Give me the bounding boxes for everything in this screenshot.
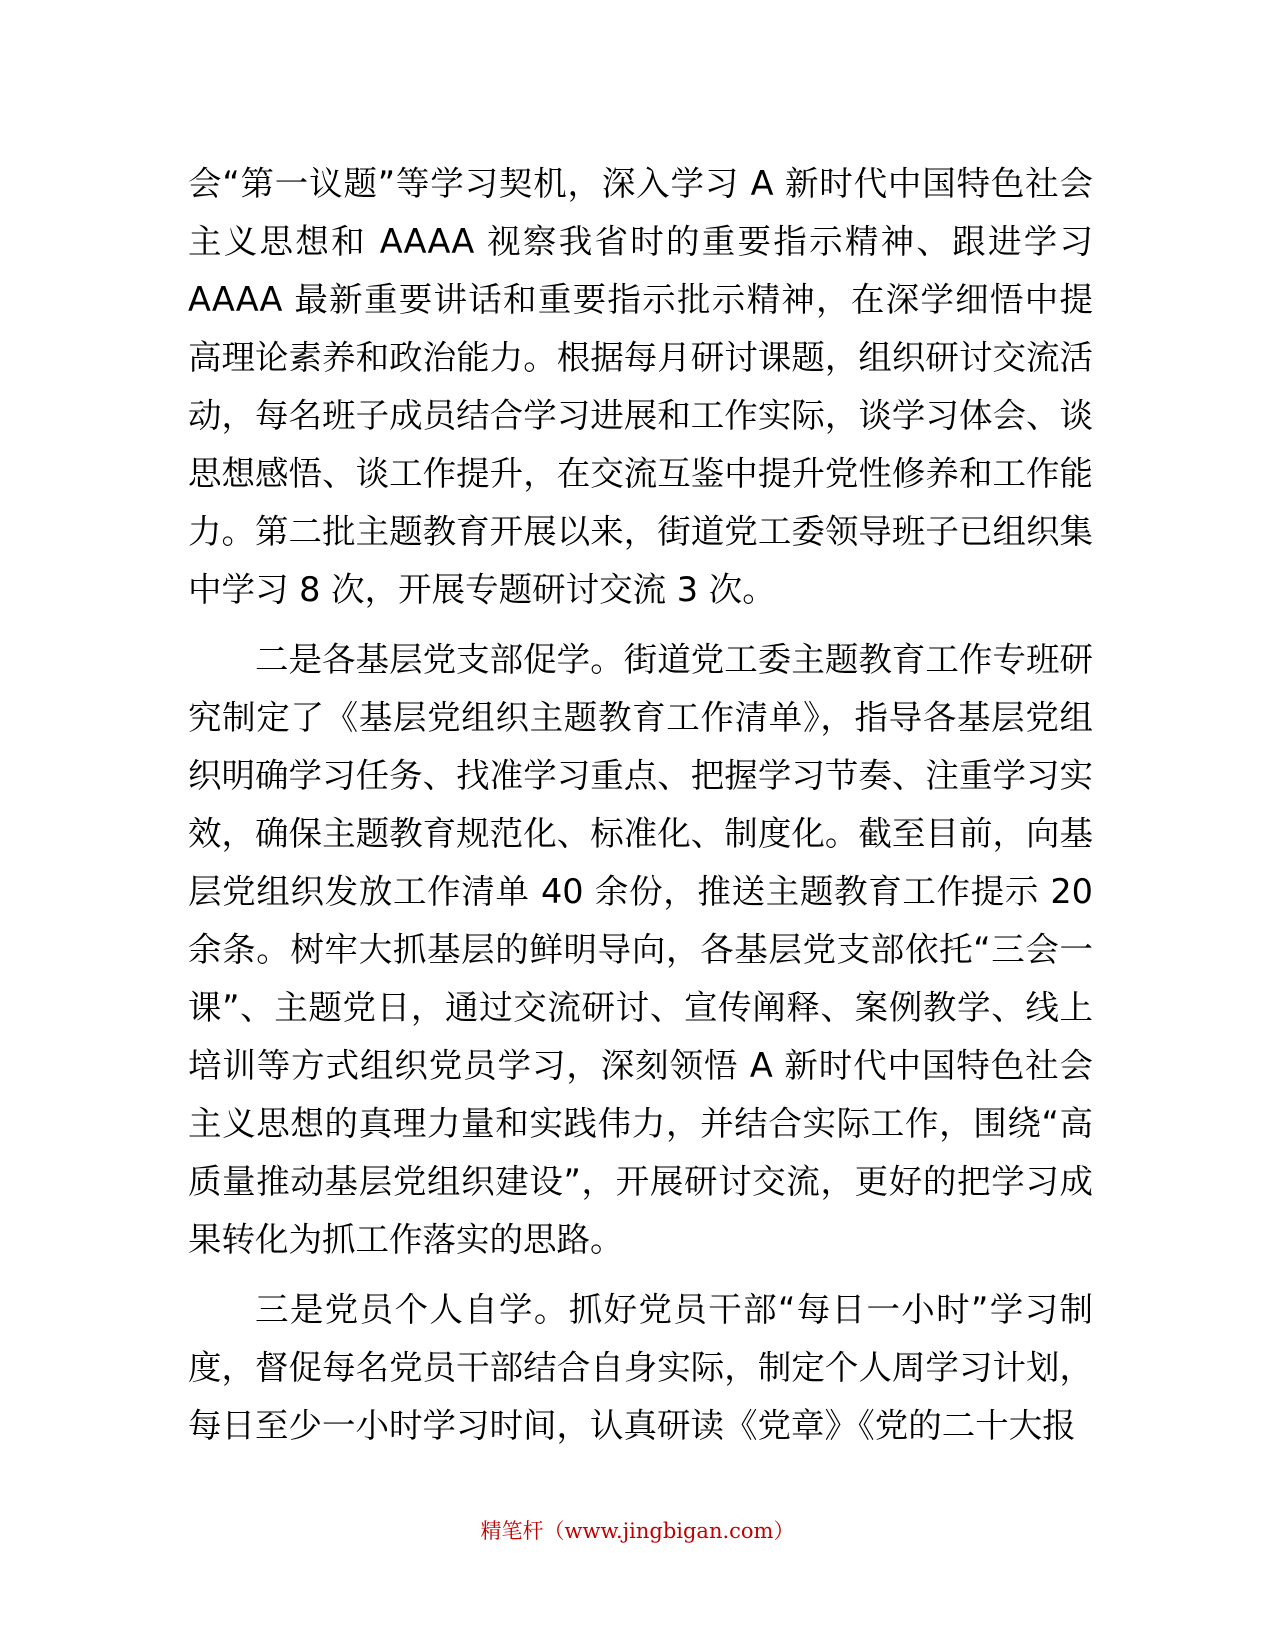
document-body bbox=[188, 155, 1093, 1467]
paragraph-basic-party-branches: 二是各基层党支部促学。街道党工委主题教育工作专班研究制定了《基层党组织主题教育工作清单》，指导各基层党组织明确学习任务、找准学习重点、把握学习节奏、注重学习实效，确保主题教育规范化、标准化、制度化。截至目前，向基层党组织发放工作清单 40 余份，推送主题教育工作提示 20 余条。树牢大抓基层的鲜明导向，各基层党支部依托“三会一课”、主题党日，通过交流研讨、宣传阐释、案例教学、线上培训等方式组织党员学习，深刻领悟 A 新时代中国特色社会主义思想的真理力量和实践伟力，并结合实际工作，围绕“高质量推动基层党组织建设”，开展研讨交流，更好的把学习成果转化为抓工作落实的思路。 bbox=[188, 640, 1093, 1259]
paragraph-personal-study: 三是党员个人自学。抓好党员干部“每日一小时”学习制度，督促每名党员干部结合自身实际，制定个人周学习计划，每日至少一小时学习时间，认真研读《党章》《党的二十大报 bbox=[188, 1290, 1093, 1445]
paragraph-continued: 会“第一议题”等学习契机，深入学习 A 新时代中国特色社会主义思想和 AAAA 视察我省时的重要指示精神、跟进学习 AAAA 最新重要讲话和重要指示批示精神，在深学细悟中提高理论素养和政治能力。根据每月研讨课题，组织研讨交流活动，每名班子成员结合学习进展和工作实际，谈学习体会、谈思想感悟、谈工作提升，在交流互鉴中提升党性修养和工作能力。第二批主题教育开展以来，街道党工委领导班子已组织集中学习 8 次，开展专题研讨交流 3 次。 bbox=[188, 164, 1093, 609]
footer-watermark: 精笔杆（www.jingbigan.com） bbox=[480, 1519, 795, 1543]
